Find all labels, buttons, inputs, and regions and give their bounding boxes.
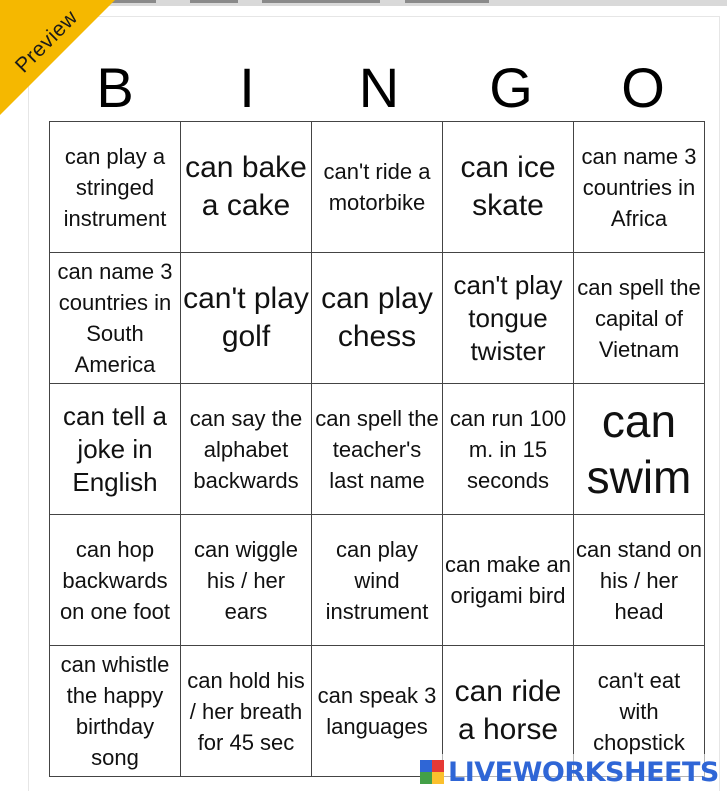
bingo-row <box>50 122 705 253</box>
bingo-cell[interactable]: can't play golf <box>181 253 312 384</box>
bingo-cell[interactable]: can play a stringed instrument <box>50 122 181 253</box>
bingo-cell[interactable]: can say the alphabet backwards <box>181 384 312 515</box>
bingo-letter-n: N <box>358 56 400 119</box>
logo-square-icon <box>432 760 444 772</box>
tab-marker <box>405 0 489 3</box>
bingo-cell[interactable]: can name 3 countries in Africa <box>574 122 705 253</box>
bingo-letter-b: B <box>96 56 134 119</box>
bingo-row <box>50 253 705 384</box>
bingo-grid <box>49 121 705 777</box>
liveworksheets-logo <box>420 754 719 790</box>
worksheet-page <box>0 6 727 790</box>
logo-square-icon <box>420 760 432 772</box>
bingo-cell[interactable]: can hop backwards on one foot <box>50 515 181 646</box>
bingo-cell[interactable]: can spell the capital of Vietnam <box>574 253 705 384</box>
bingo-cell[interactable]: can hold his / her breath for 45 sec <box>181 646 312 777</box>
bingo-cell[interactable]: can't play tongue twister <box>443 253 574 384</box>
bingo-cell[interactable]: can ice skate <box>443 122 574 253</box>
tab-marker <box>262 0 380 3</box>
bingo-cell[interactable]: can spell the teacher's last name <box>312 384 443 515</box>
bingo-letter-i: I <box>239 56 255 119</box>
bingo-cell[interactable]: can whistle the happy birthday song <box>50 646 181 777</box>
bingo-cell[interactable]: can play chess <box>312 253 443 384</box>
bingo-cell[interactable]: can bake a cake <box>181 122 312 253</box>
tab-marker <box>10 0 48 3</box>
bingo-cell[interactable]: can run 100 m. in 15 seconds <box>443 384 574 515</box>
logo-square-icon <box>420 772 432 784</box>
bingo-cell[interactable]: can make an origami bird <box>443 515 574 646</box>
liveworksheets-logo-icon <box>420 760 444 784</box>
tab-marker <box>190 0 238 3</box>
bingo-cell[interactable]: can stand on his / her head <box>574 515 705 646</box>
bingo-cell[interactable]: can play wind instrument <box>312 515 443 646</box>
bingo-letter-o: O <box>621 56 665 119</box>
bingo-cell[interactable]: can name 3 countries in South America <box>50 253 181 384</box>
preview-label: Preview <box>10 5 83 78</box>
bingo-row <box>50 515 705 646</box>
bingo-letter-g: G <box>489 56 533 119</box>
tab-marker <box>96 0 156 3</box>
bingo-header <box>49 58 711 118</box>
bingo-cell[interactable]: can tell a joke in English <box>50 384 181 515</box>
bingo-cell[interactable]: can't eat with chopstick <box>574 646 705 777</box>
bingo-cell[interactable]: can swim <box>574 384 705 515</box>
logo-square-icon <box>432 772 444 784</box>
watermark-text: LIVEWORKSHEETS <box>448 756 719 788</box>
bingo-cell[interactable]: can't ride a motorbike <box>312 122 443 253</box>
bingo-row <box>50 384 705 515</box>
bingo-cell[interactable]: can ride a horse <box>443 646 574 777</box>
bingo-cell[interactable]: can speak 3 languages <box>312 646 443 777</box>
bingo-cell[interactable]: can wiggle his / her ears <box>181 515 312 646</box>
